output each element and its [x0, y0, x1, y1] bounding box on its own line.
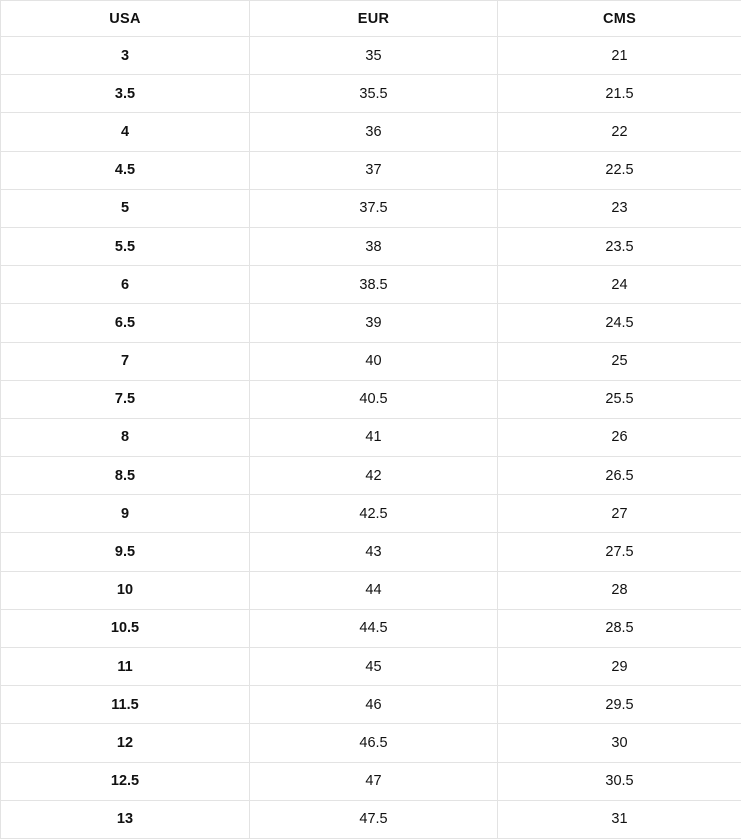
- column-header-cms: CMS: [498, 1, 741, 37]
- cell-cms: 27.5: [498, 533, 741, 571]
- cell-eur: 40.5: [250, 380, 498, 418]
- cell-cms: 23.5: [498, 227, 741, 265]
- cell-cms: 30: [498, 724, 741, 762]
- table-row: [1, 533, 741, 571]
- cell-usa: 11.5: [1, 686, 250, 724]
- column-header-eur: EUR: [250, 1, 498, 37]
- table-row: [1, 151, 741, 189]
- cell-eur: 42: [250, 457, 498, 495]
- cell-cms: 21.5: [498, 75, 741, 113]
- cell-eur: 39: [250, 304, 498, 342]
- table-row: [1, 227, 741, 265]
- table-body: [1, 37, 741, 839]
- cell-eur: 37.5: [250, 189, 498, 227]
- cell-cms: 23: [498, 189, 741, 227]
- cell-usa: 9.5: [1, 533, 250, 571]
- cell-eur: 43: [250, 533, 498, 571]
- cell-usa: 8.5: [1, 457, 250, 495]
- cell-usa: 10: [1, 571, 250, 609]
- cell-eur: 46.5: [250, 724, 498, 762]
- cell-cms: 29.5: [498, 686, 741, 724]
- table-row: [1, 113, 741, 151]
- cell-eur: 38.5: [250, 266, 498, 304]
- table-row: [1, 495, 741, 533]
- table-row: [1, 380, 741, 418]
- cell-eur: 47: [250, 762, 498, 800]
- cell-usa: 4.5: [1, 151, 250, 189]
- cell-usa: 3.5: [1, 75, 250, 113]
- table-row: [1, 418, 741, 456]
- cell-usa: 3: [1, 37, 250, 75]
- cell-eur: 35.5: [250, 75, 498, 113]
- cell-cms: 30.5: [498, 762, 741, 800]
- cell-usa: 5.5: [1, 227, 250, 265]
- cell-cms: 24.5: [498, 304, 741, 342]
- cell-cms: 28.5: [498, 609, 741, 647]
- cell-usa: 6: [1, 266, 250, 304]
- cell-usa: 7: [1, 342, 250, 380]
- cell-cms: 25: [498, 342, 741, 380]
- cell-cms: 27: [498, 495, 741, 533]
- cell-usa: 8: [1, 418, 250, 456]
- cell-usa: 5: [1, 189, 250, 227]
- cell-usa: 12.5: [1, 762, 250, 800]
- cell-usa: 4: [1, 113, 250, 151]
- cell-usa: 12: [1, 724, 250, 762]
- cell-eur: 44.5: [250, 609, 498, 647]
- cell-usa: 9: [1, 495, 250, 533]
- cell-cms: 22: [498, 113, 741, 151]
- cell-cms: 22.5: [498, 151, 741, 189]
- table-row: [1, 609, 741, 647]
- table-row: [1, 648, 741, 686]
- cell-cms: 28: [498, 571, 741, 609]
- cell-cms: 29: [498, 648, 741, 686]
- cell-eur: 40: [250, 342, 498, 380]
- cell-eur: 46: [250, 686, 498, 724]
- cell-cms: 26.5: [498, 457, 741, 495]
- cell-eur: 35: [250, 37, 498, 75]
- table-row: [1, 304, 741, 342]
- table-row: [1, 37, 741, 75]
- column-header-usa: USA: [1, 1, 250, 37]
- cell-eur: 36: [250, 113, 498, 151]
- cell-eur: 44: [250, 571, 498, 609]
- cell-cms: 31: [498, 800, 741, 838]
- table-row: [1, 571, 741, 609]
- cell-usa: 6.5: [1, 304, 250, 342]
- table-row: [1, 762, 741, 800]
- table-row: [1, 457, 741, 495]
- table-row: [1, 686, 741, 724]
- cell-eur: 47.5: [250, 800, 498, 838]
- table-row: [1, 724, 741, 762]
- cell-cms: 21: [498, 37, 741, 75]
- cell-eur: 38: [250, 227, 498, 265]
- table-header-row: [1, 1, 741, 37]
- cell-usa: 7.5: [1, 380, 250, 418]
- table-row: [1, 800, 741, 838]
- cell-eur: 41: [250, 418, 498, 456]
- table-row: [1, 189, 741, 227]
- cell-usa: 11: [1, 648, 250, 686]
- cell-eur: 45: [250, 648, 498, 686]
- table-row: [1, 75, 741, 113]
- cell-eur: 42.5: [250, 495, 498, 533]
- cell-usa: 10.5: [1, 609, 250, 647]
- cell-cms: 24: [498, 266, 741, 304]
- table-row: [1, 342, 741, 380]
- cell-cms: 25.5: [498, 380, 741, 418]
- cell-eur: 37: [250, 151, 498, 189]
- cell-cms: 26: [498, 418, 741, 456]
- cell-usa: 13: [1, 800, 250, 838]
- table-row: [1, 266, 741, 304]
